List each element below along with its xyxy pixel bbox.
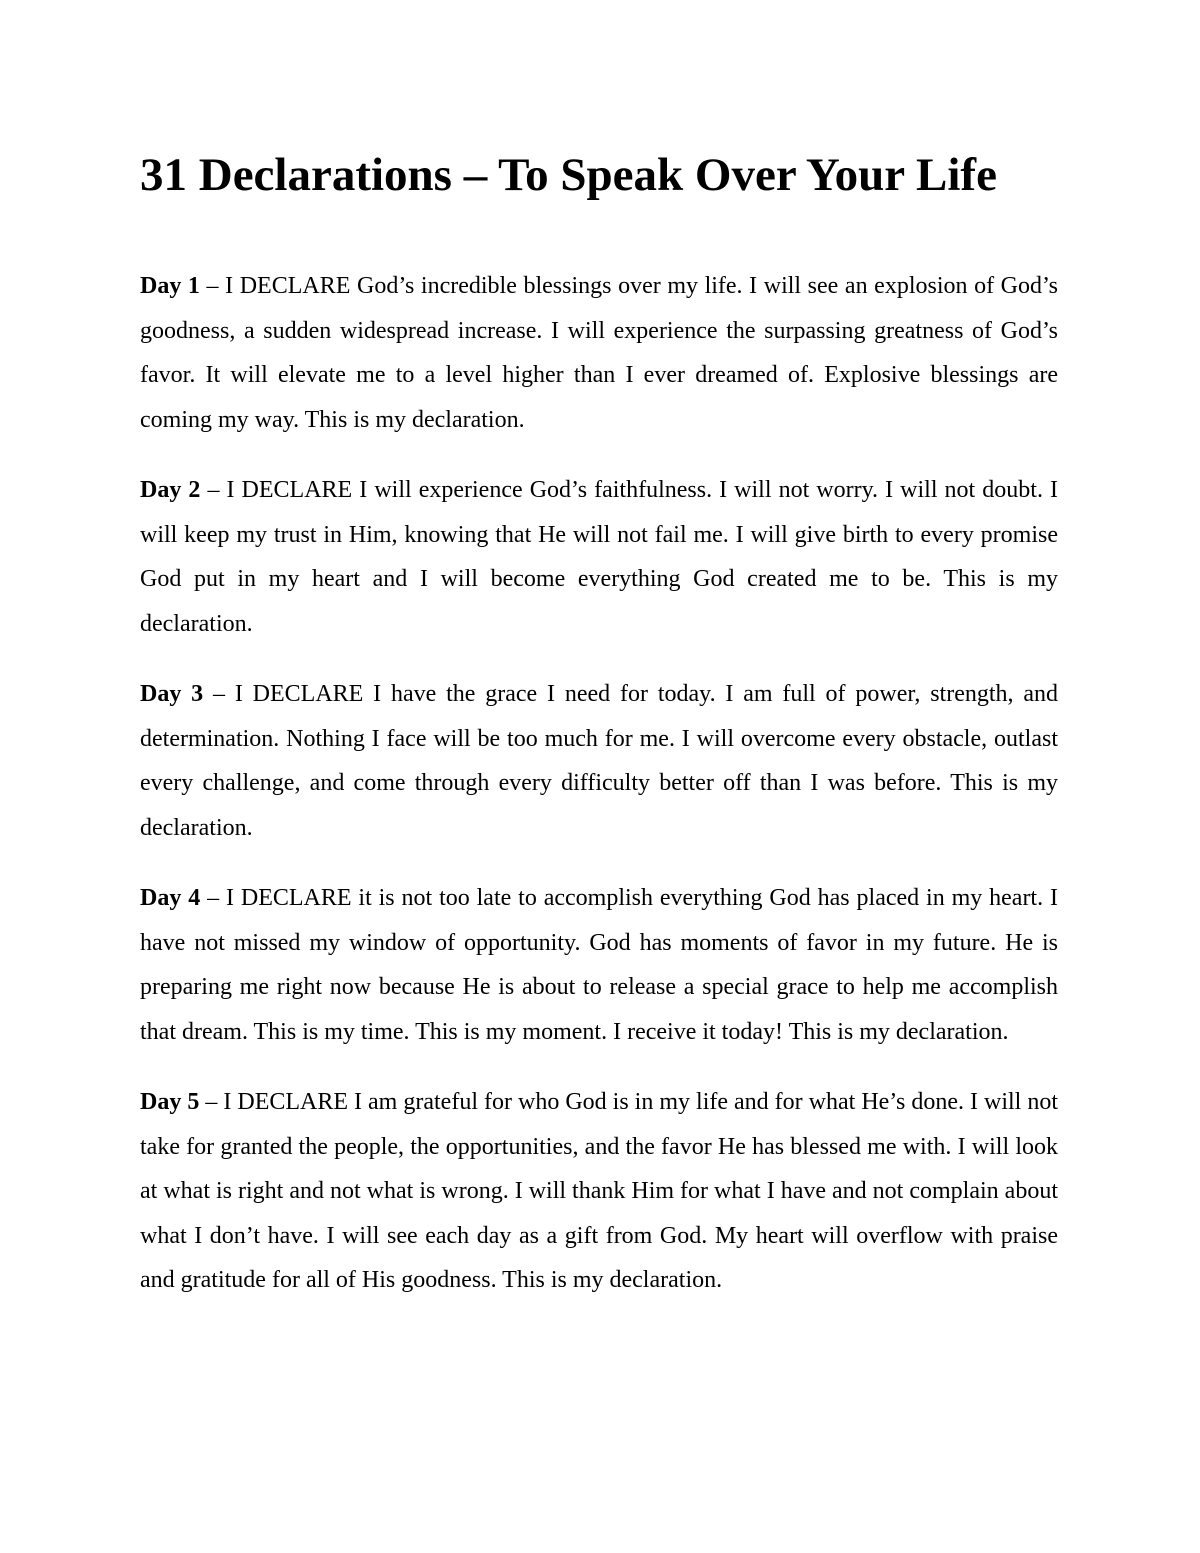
declaration-text: – I DECLARE God’s incredible blessings over my life. I will see an explosion of God’s goodness, a sudden widespread increase. I will experience the surpassing greatness of God’s favor. It will elevate me to a level higher than I ever dreamed of. Explosive blessings are coming my way. This is my declaration. <box>140 273 1059 433</box>
declaration-text: – I DECLARE it is not too late to accomplish everything God has placed in my heart. I have not missed my window of opportunity. God has moments of favor in my future. He is preparing me right now because He is about to release a special grace to help me accomplish that dream. This is my time. This is my moment. I receive it today! This is my declaration. <box>140 885 1058 1045</box>
declaration-entry-day-2 <box>140 468 1058 646</box>
declaration-text: – I DECLARE I am grateful for who God is in my life and for what He’s done. I will not take for granted the people, the opportunities, and the favor He has blessed me with. I will look at what is right and not what is wrong. I will thank Him for what I have and not complain about what I don’t have. I will see each day as a gift from God. My heart will overflow with praise and gratitude for all of His goodness. This is my declaration. <box>140 1089 1058 1293</box>
declaration-entry-day-3 <box>140 672 1058 850</box>
day-label: Day 2 <box>140 477 201 503</box>
day-label: Day 4 <box>140 885 201 911</box>
declaration-text: – I DECLARE I have the grace I need for today. I am full of power, strength, and determination. Nothing I face will be too much for me. I will overcome every obstacle, outlast every challenge, and come through every difficulty better off than I was before. This is my declaration. <box>140 681 1059 841</box>
day-label: Day 3 <box>140 681 204 707</box>
declaration-entry-day-4 <box>140 876 1058 1054</box>
day-label: Day 5 <box>140 1089 200 1115</box>
document-page <box>140 138 1058 1329</box>
declarations-list <box>140 264 1058 1303</box>
declaration-entry-day-5 <box>140 1080 1058 1303</box>
day-label: Day 1 <box>140 273 200 299</box>
document-title: 31 Declarations – To Speak Over Your Life <box>140 149 997 201</box>
declaration-text: – I DECLARE I will experience God’s faithfulness. I will not worry. I will not doubt. I will keep my trust in Him, knowing that He will not fail me. I will give birth to every promise God put in my heart and I will become everything God created me to be. This is my declaration. <box>140 477 1058 637</box>
declaration-entry-day-1 <box>140 264 1058 442</box>
